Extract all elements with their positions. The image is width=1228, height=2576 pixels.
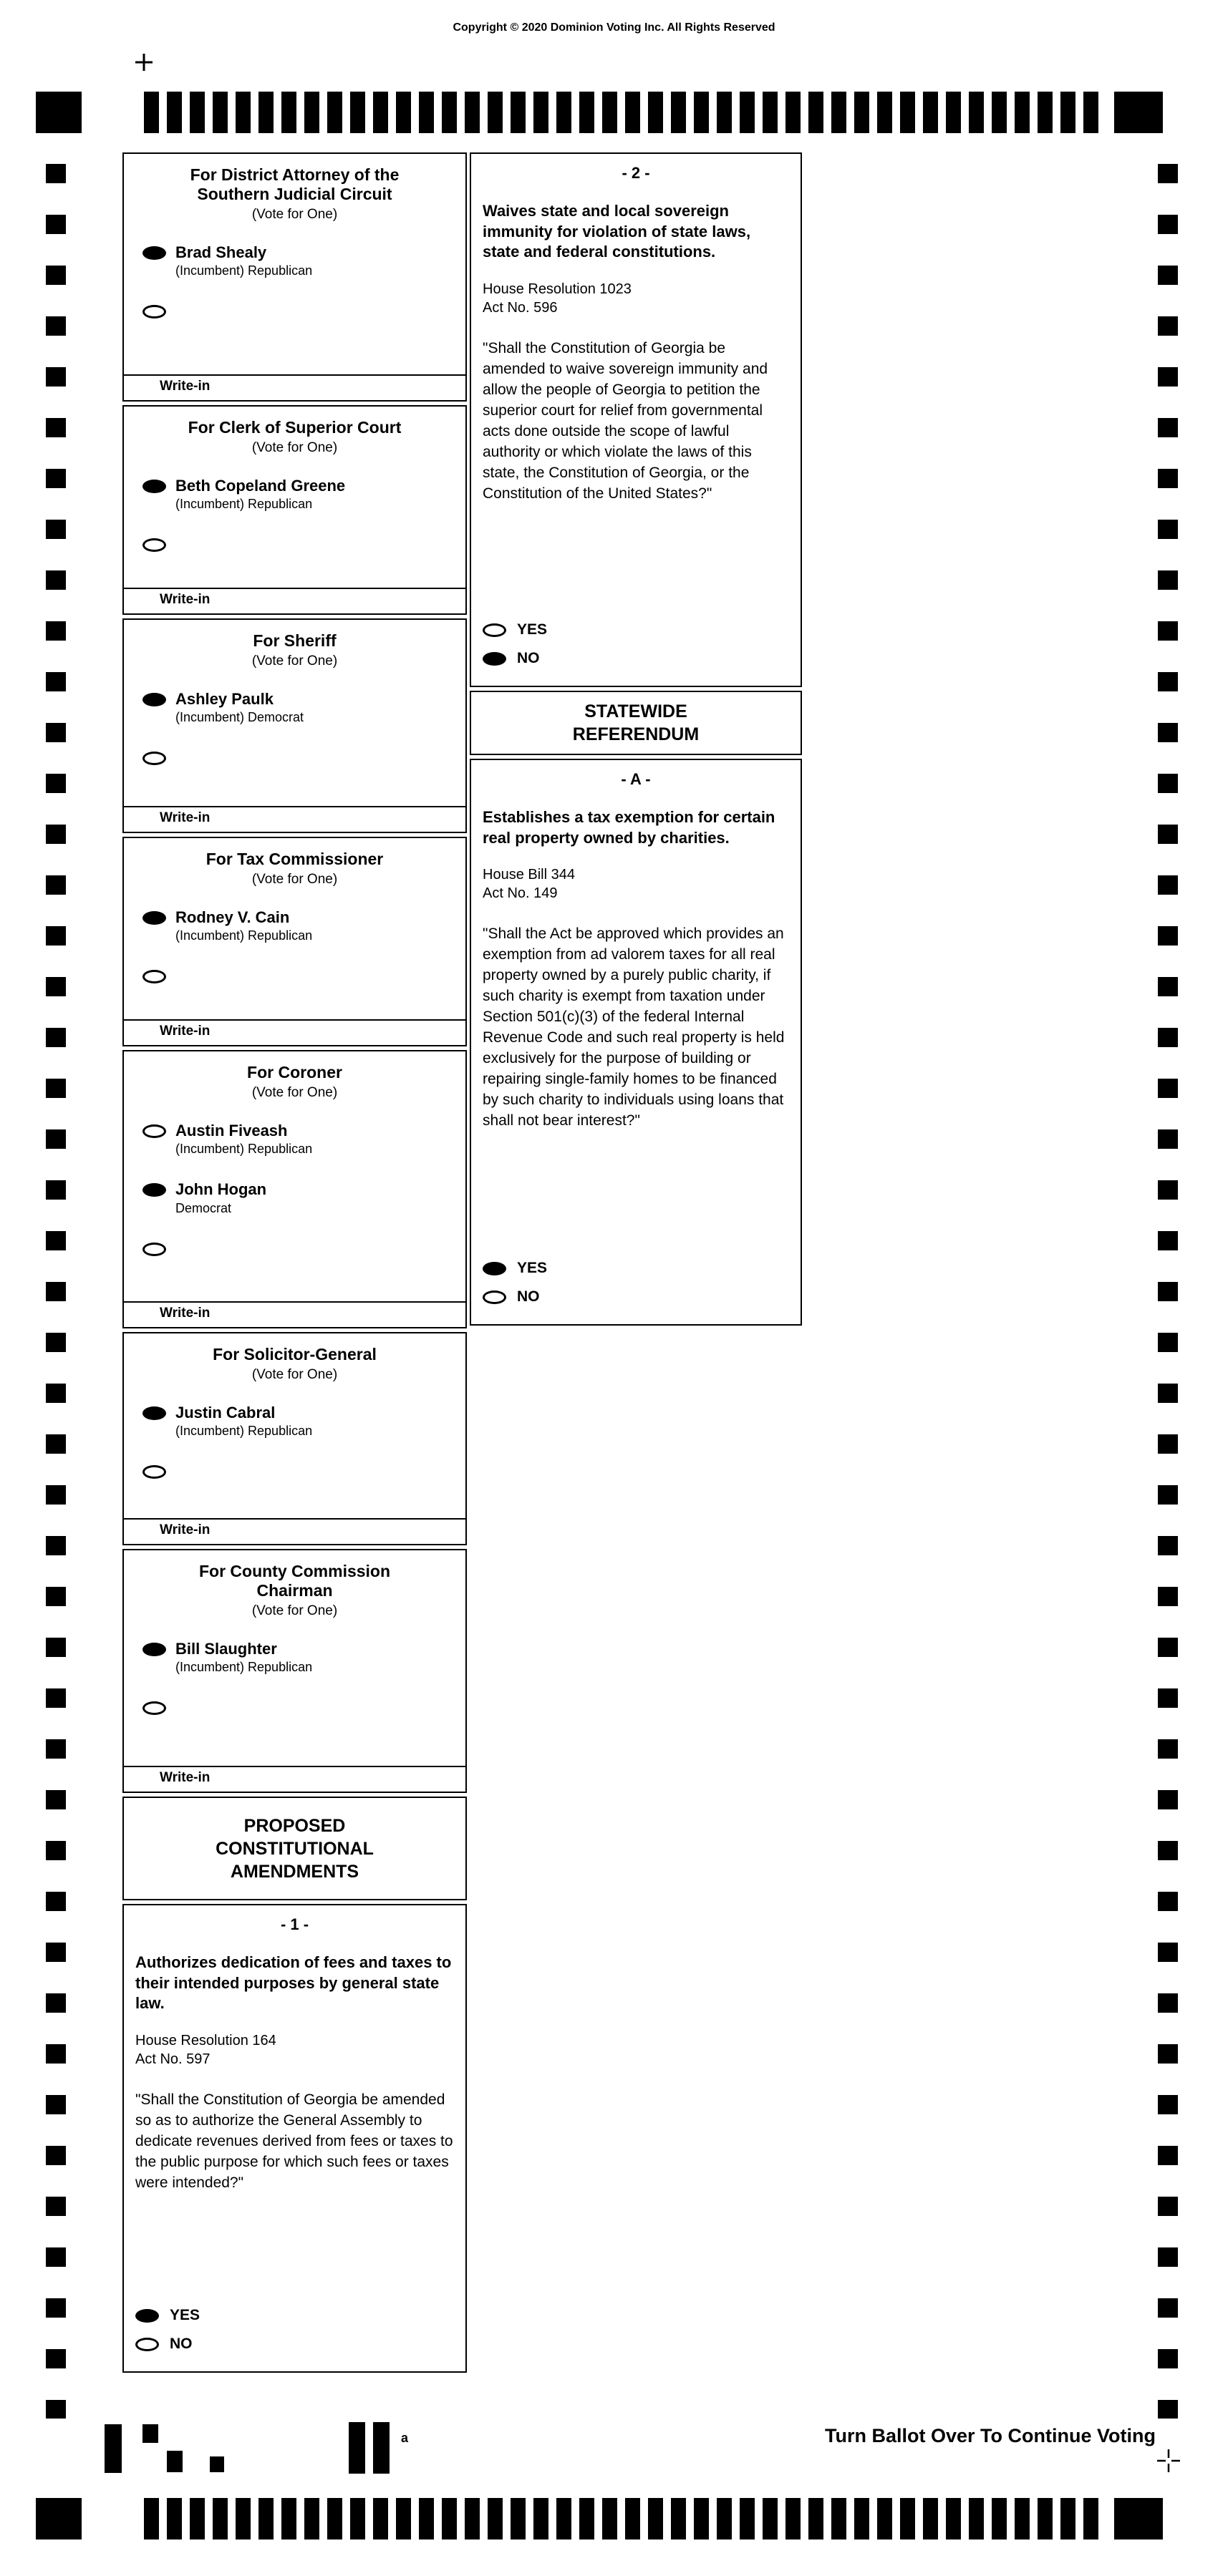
no-option-row [135,2336,465,2353]
candidate-row [142,691,465,725]
copyright-text: Copyright © 2020 Dominion Voting Inc. All Rights Reserved [453,21,775,34]
measure-references [483,280,789,317]
turn-ballot-instruction: Turn Ballot Over To Continue Voting [825,2425,1156,2446]
measure-ref-line: House Bill 344 [483,867,575,883]
statewide-referendum-header [470,691,802,755]
yes-oval[interactable] [483,1262,506,1275]
candidate-name: Justin Cabral [175,1404,276,1422]
timing-mark-block [36,92,82,133]
barcode-mark [105,2424,122,2473]
amendments-section-header [122,1797,467,1900]
measure-ref-line: Act No. 597 [135,2051,211,2067]
measure-summary: Establishes a tax exemption for certain real property owned by charities. [483,808,775,847]
write-in-oval-row [142,1699,465,1715]
measure-references [483,865,789,903]
write-in-oval[interactable] [142,752,166,765]
candidate-name: Austin Fiveash [175,1122,288,1140]
timing-mark-block [1114,2498,1163,2539]
contest-solicitor-general [122,1332,467,1545]
barcode-mark [373,2422,390,2474]
candidate-oval[interactable] [142,911,166,925]
write-in-oval[interactable] [142,1243,166,1256]
contest-title: For Solicitor-General [213,1345,377,1364]
vote-for-one-instruction: (Vote for One) [251,1603,338,1619]
contest-title: For Sheriff [253,631,337,650]
contest-sheriff [122,618,467,833]
write-in-oval-row [142,303,465,319]
header-line: CONSTITUTIONAL [216,1838,374,1859]
contest-title: For Clerk of Superior Court [188,418,402,437]
vote-for-one-instruction: (Vote for One) [251,207,338,223]
yes-no-options [124,2307,465,2371]
candidate-oval[interactable] [142,480,166,493]
candidate-row [142,1181,465,1215]
measure-summary: Waives state and local sovereign immunity for violation of state laws, state and federal constitutions. [483,202,751,261]
contest-title: For County Commission Chairman [198,1562,391,1600]
vote-for-one-instruction: (Vote for One) [251,1085,338,1101]
candidate-party: (Incumbent) Republican [175,497,313,512]
write-in-oval[interactable] [142,970,166,983]
timing-marks-left [46,164,66,2419]
write-in-oval[interactable] [142,538,166,552]
contest-tax-commissioner [122,837,467,1046]
header-line: STATEWIDE [584,701,687,721]
candidate-name: Brad Shealy [175,243,267,262]
measure-question: "Shall the Act be approved which provides an exemption from ad valorem taxes for all real property owned by a purely public charity, if such charity is exempt from taxation under Section 501(c)(3) of the federal Internal Revenue Code and such real property is held exclusively for the purpose of building or repairing single-family homes to be financed by such charity to individuals using loans that shall not bear interest?" [483,925,785,1129]
barcode-mark [167,2451,183,2472]
candidate-name: Ashley Paulk [175,690,274,709]
barcode-mark [349,2422,365,2474]
measure-number: - 1 - [280,1915,309,1933]
yes-no-options [471,621,801,686]
write-in-oval-row [142,536,465,552]
candidate-party: (Incumbent) Democrat [175,710,304,725]
measure-number: - 2 - [622,164,650,182]
vote-for-one-instruction: (Vote for One) [251,440,338,456]
barcode-mark [210,2456,224,2472]
measure-question: "Shall the Constitution of Georgia be amended to waive sovereign immunity and allow the people of Georgia to petition the superior court for relief from governmental acts done outside the scope of lawful authority or which violate the laws of this state, the Constitution of Georgia, or the Constitution of the United States?" [483,339,768,502]
sequence-mark: a [401,2431,409,2445]
write-in-oval-row [142,968,465,983]
candidate-oval[interactable] [142,1643,166,1656]
no-oval[interactable] [483,1291,506,1304]
candidate-oval[interactable] [142,1406,166,1420]
candidate-oval[interactable] [142,693,166,706]
barcode-mark [142,2424,158,2443]
timing-mark-block [36,2498,82,2539]
write-in-oval[interactable] [142,1465,166,1479]
candidate-row [142,477,465,512]
yes-label: YES [517,1260,548,1276]
candidate-row [142,1122,465,1157]
measure-question: "Shall the Constitution of Georgia be amended so as to authorize the General Assembly to dedicate revenues derived from fees or taxes to the public purpose for which such fees or taxes were intended?" [135,2091,453,2191]
measure-summary: Authorizes dedication of fees and taxes to their intended purposes by general state law. [135,1953,452,2013]
measure-ref-line: Act No. 596 [483,299,558,316]
registration-crosshair-icon [1154,2446,1183,2475]
yes-label: YES [170,2307,200,2323]
measure-ref-line: Act No. 149 [483,885,558,902]
candidate-party: (Incumbent) Republican [175,1424,313,1439]
write-in-oval-row [142,1463,465,1479]
candidate-oval[interactable] [142,246,166,260]
write-in-label: Write-in [160,1024,211,1039]
contest-district-attorney [122,152,467,402]
candidate-row [142,244,465,278]
header-line: PROPOSED [243,1815,346,1836]
yes-label: YES [517,621,548,638]
candidate-name: John Hogan [175,1180,267,1199]
timing-marks-right [1158,164,1178,2419]
write-in-label: Write-in [160,1522,211,1537]
candidate-party: (Incumbent) Republican [175,1660,313,1675]
measure-ref-line: House Resolution 1023 [483,281,632,297]
candidate-oval[interactable] [142,1183,166,1197]
yes-oval[interactable] [135,2309,159,2323]
candidate-party: (Incumbent) Republican [175,1142,313,1157]
candidate-oval[interactable] [142,1124,166,1138]
no-option-row [483,650,801,667]
no-label: NO [517,650,540,666]
write-in-label: Write-in [160,1306,211,1321]
no-label: NO [170,2336,193,2352]
yes-oval[interactable] [483,623,506,637]
header-line: REFERENDUM [572,724,700,744]
write-in-label: Write-in [160,810,211,825]
contest-title: For District Attorney of the Southern Judicial Circuit [190,165,400,204]
timing-marks-top [144,92,1103,133]
yes-no-options [471,1260,801,1324]
no-option-row [483,1288,801,1306]
measure-amendment-2 [470,152,802,687]
measure-number: - A - [621,770,651,788]
candidate-name: Rodney V. Cain [175,908,290,927]
no-oval[interactable] [135,2338,159,2351]
candidate-row [142,1641,465,1675]
candidate-party: (Incumbent) Republican [175,928,313,943]
yes-option-row [483,1260,801,1277]
contest-title: For Tax Commissioner [206,850,384,868]
write-in-oval[interactable] [142,1701,166,1715]
write-in-oval-row [142,749,465,765]
measure-ref-line: House Resolution 164 [135,2032,276,2048]
ballot-column-right [470,152,802,1329]
no-oval[interactable] [483,652,506,666]
contest-county-commission-chairman [122,1549,467,1793]
contest-clerk-superior-court [122,405,467,615]
vote-for-one-instruction: (Vote for One) [251,653,338,669]
timing-marks-bottom [144,2498,1103,2539]
vote-for-one-instruction: (Vote for One) [251,1367,338,1383]
write-in-oval-row [142,1240,465,1256]
candidate-party: Democrat [175,1200,232,1215]
no-label: NO [517,1288,540,1305]
candidate-row [142,909,465,943]
write-in-label: Write-in [160,592,211,607]
candidate-party: (Incumbent) Republican [175,263,313,278]
vote-for-one-instruction: (Vote for One) [251,872,338,888]
write-in-label: Write-in [160,379,211,394]
ballot-column-left [122,152,467,2376]
measure-references [135,2031,454,2069]
candidate-row [142,1404,465,1439]
header-line: AMENDMENTS [230,1861,359,1882]
measure-referendum-a [470,759,802,1326]
yes-option-row [483,621,801,638]
candidate-name: Beth Copeland Greene [175,477,346,495]
contest-title: For Coroner [247,1063,342,1082]
timing-mark-block [1114,92,1163,133]
write-in-label: Write-in [160,1770,211,1785]
candidate-name: Bill Slaughter [175,1640,277,1658]
contest-coroner [122,1050,467,1328]
write-in-oval[interactable] [142,305,166,319]
measure-amendment-1 [122,1904,467,2373]
registration-plus-icon [133,52,155,73]
yes-option-row [135,2307,465,2324]
